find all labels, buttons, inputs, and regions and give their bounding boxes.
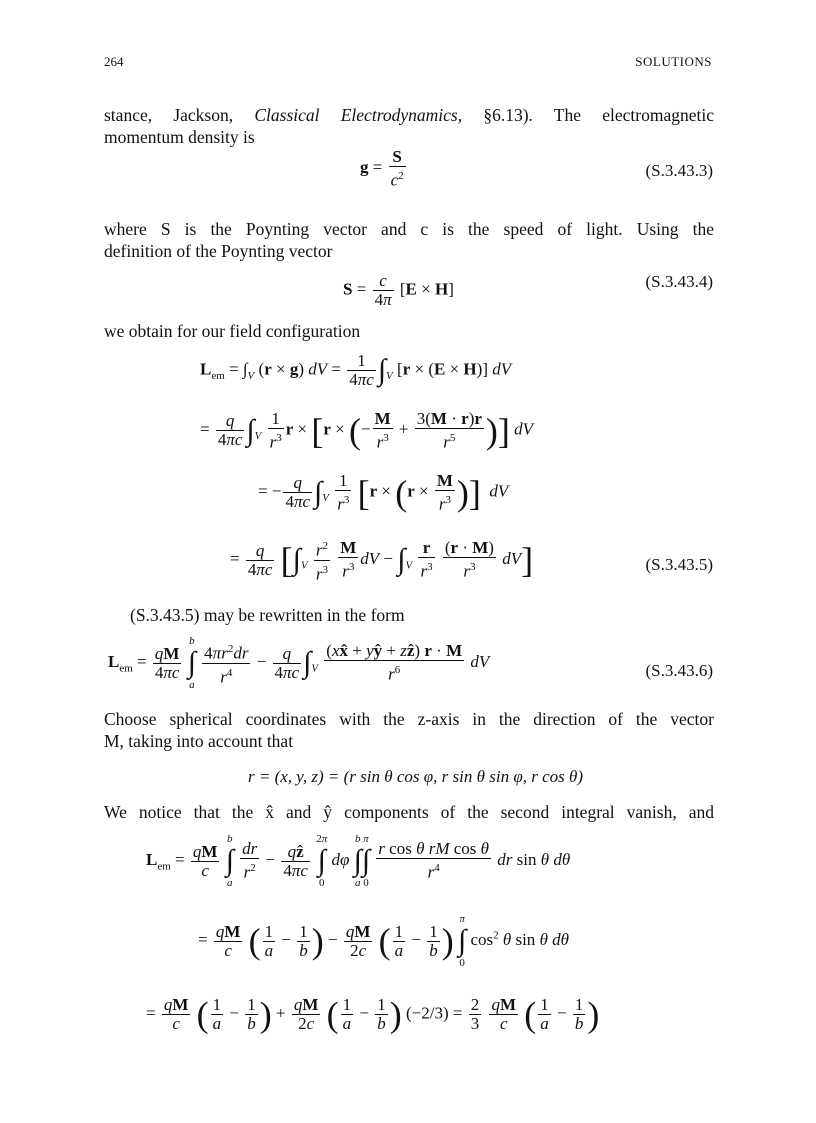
equation-derivation-line-3: = $\frac{qM}{c}$ ( $\frac{1}{a}$ − $\frac{1}{b}$ ) + $\frac{qM}{2c}$ ( $\frac{1}{a}$ − $\frac{1}{b}$ ) (−2/3) = $\frac{2}{3}$ $\frac{qM}{c}$ ( $\frac{1}{a}$ − $\frac{1}{b}$ ): [146, 994, 600, 1035]
paragraph-2: [104, 218, 714, 262]
paragraph-4: [130, 604, 740, 626]
equation-derivation-line-1: $L_{em}$ = $\frac{qM}{c}$ b ∫ a $\frac{dr}{r^2}$ − $\frac{\text{qẑ}}{4\pi c}$ 2π ∫ 0 dφ b ∫ aπ ∫ 0 $\frac{\text{r cos θ rM cos θ}}{r^4}$ dr sin θ dθ: [146, 833, 571, 889]
paragraph-5: [104, 708, 714, 752]
equation-label: (S.3.43.4): [645, 272, 713, 291]
paragraph-2-line-1: where S is the Poynting vector and c is the speed of light. Using the: [104, 219, 714, 239]
equation-s3436: $L_{em}$ = $\frac{qM}{4\pi c}$ b ∫ a $\frac{4\pi r^2dr}{r^4}$ − $\frac{q}{4\pi c}$ $\int_V$ $\frac{\text{(xx̂ + yŷ + zẑ) r · M}}{r^6}$ dV: [108, 635, 490, 691]
equation-s3434: S = $\frac{c}{4\pi}$ [E × H]: [343, 271, 454, 309]
paragraph-5-line-2: M, taking into account that: [104, 731, 294, 751]
equation-label: (S.3.43.5): [645, 555, 713, 574]
paragraph-3-line-1: we obtain for our field configuration: [104, 321, 361, 341]
paragraph-4-line-1: (S.3.43.5) may be rewritten in the form: [130, 605, 405, 625]
paragraph-5-line-1: Choose spherical coordinates with the z-axis in the direction of the vector: [104, 709, 714, 729]
equation-s3435-line-3: = − $\frac{q}{4\pi c}$ $\int_V$ $\frac{1}{r^3}$ [r × (r × $\frac{M}{r^3}$ )] dV: [258, 471, 509, 514]
equation-s3435-line-4: = $\frac{q}{4\pi c}$ [$\int_V$ $\frac{r^2}{r^3}$ $\frac{M}{r^3}$ dV − $\int_V$ $\frac{r}{r^3}$ $\frac{(r \cdot M)}{r^3}$ dV]: [230, 538, 534, 584]
paragraph-6: [104, 801, 714, 823]
page-number: 264: [104, 54, 124, 69]
paragraph-1-line-1: stance, Jackson, Classical Electrodynamics, §6.13). The electromagnetic: [104, 105, 714, 125]
equation-derivation-line-2: = $\frac{qM}{c}$ ( $\frac{1}{a}$ − $\frac{1}{b}$ ) − $\frac{qM}{2c}$ ( $\frac{1}{a}$ − $\frac{1}{b}$ ) π ∫ 0 $\cos^2 \theta$ sin θ dθ: [198, 913, 570, 969]
paragraph-3: [104, 320, 714, 342]
equation-r-definition: r = (x, y, z) = (r sin θ cos φ, r sin θ sin φ, r cos θ): [248, 767, 584, 786]
paragraph-6-line-1: We notice that the x̂ and ŷ components of the second integral vanish, and: [104, 802, 714, 822]
paragraph-1-line-2: momentum density is: [104, 127, 255, 147]
equation-label: (S.3.43.3): [645, 161, 713, 180]
equation-s3435-line-2: = $\frac{q}{4\pi c}$ $\int_V$ $\frac{1}{r^3}$ r × [r × (− $\frac{M}{r^3}$ + $\frac{3(M \cdot r)r}{r^5}$ )] dV: [200, 409, 534, 452]
equation-label: (S.3.43.6): [645, 661, 713, 680]
equation-s3435-line-1: $L_{em} = \int_V$ (r × g) dV = $\frac{1}{4\pi c}$ $\int_V$ [r × (E × H)] dV: [200, 351, 512, 389]
equation-s3433: g = $\frac{S}{c^2}$: [360, 147, 404, 190]
running-title: SOLUTIONS: [635, 54, 712, 69]
paragraph-1: [104, 104, 714, 148]
paragraph-2-line-2: definition of the Poynting vector: [104, 241, 333, 261]
